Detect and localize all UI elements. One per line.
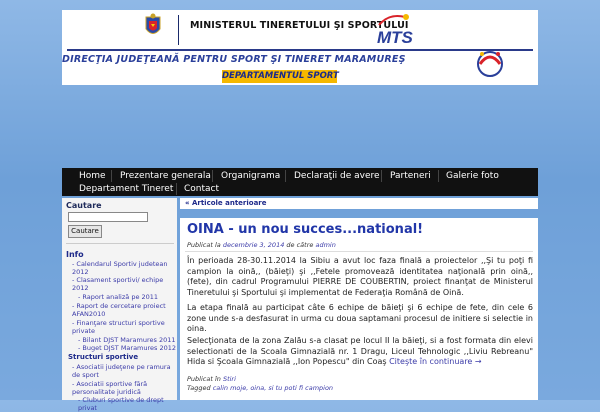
article — [180, 218, 538, 400]
article-paragraph — [187, 336, 533, 368]
search-input[interactable] — [68, 212, 148, 222]
article-category — [187, 375, 236, 383]
pagination-bar — [180, 198, 538, 209]
nav-organigrama[interactable]: Organigrama — [221, 171, 281, 181]
article-tags — [187, 384, 333, 392]
category-link[interactable]: Stiri — [222, 375, 236, 383]
nav-separator — [176, 183, 177, 195]
nav-galerie[interactable]: Galerie foto — [446, 171, 499, 181]
nav-departament-tineret[interactable]: Departament Tineret — [79, 184, 174, 194]
main-nav — [62, 168, 538, 196]
sidebar-link[interactable]: - Bilant DJST Maramures 2011 — [78, 336, 176, 344]
sidebar-link[interactable]: - Calendarul Sportiv judetean 2012 — [72, 260, 168, 276]
mts-logo — [375, 11, 413, 47]
paragraph-text: Selecţionata de la zona Zalău s-a clasat pe locul II la băieţi, si a fost formata din elevi selectionati de la Scoala Gimnazială nr. 1 Dragu, Liceul Tehnologic ,,Liviu Rebreanu" Hida si Şcoala Gimnazială ,,Ion Popescu" din Coaş — [187, 336, 533, 366]
sidebar-link[interactable]: - Raport de cercetare proiect AFAN2010 — [72, 302, 166, 318]
category-prefix: Publicat în — [187, 375, 221, 383]
sidebar-link[interactable]: - Finanţare structuri sportive private — [72, 319, 165, 335]
department-badge: DEPARTAMENTUL SPORT — [222, 71, 339, 81]
sidebar-link[interactable]: - Asociatii sportive fără personalitate juridică — [72, 380, 148, 396]
article-divider — [185, 251, 533, 252]
sidebar-divider — [66, 243, 174, 244]
sidebar-link[interactable]: - Buget DJST Maramures 2012 — [78, 344, 177, 352]
article-paragraph: În perioada 28-30.11.2014 la Sibiu a avut loc faza finală a proiectelor ,,Şi tu poţi fi campion la oină,, (băieţi) şi ,,Fetele promovează identitatea naţională prin oină,, (fete), din cadrul Programului PIERRE DE COUBERTIN, proiect finanţat de Ministerul Tineretului şi Sportului şi implementat de Federaţia Română de Oină. — [187, 256, 533, 297]
article-title[interactable]: OINA - un nou succes...national! — [187, 222, 424, 237]
svg-text:MTS: MTS — [377, 28, 413, 47]
read-more-link[interactable]: Citeşte în continuare → — [389, 357, 482, 366]
sidebar-link[interactable]: - Raport analiză pe 2011 — [78, 293, 159, 301]
sidebar-link[interactable]: - Cluburi sportive de drept privat — [78, 396, 164, 412]
nav-separator — [285, 170, 286, 182]
sidebar — [62, 198, 177, 412]
djst-logo — [472, 46, 508, 78]
nav-contact[interactable]: Contact — [184, 184, 220, 194]
tags-prefix: Tagged — [187, 384, 211, 392]
sidebar-link[interactable]: - Asociatii judeţene pe ramura de sport — [72, 363, 171, 379]
nav-separator — [212, 170, 213, 182]
search-button[interactable]: Cautare — [68, 225, 102, 238]
info-widget-title: Info — [66, 250, 84, 259]
article-date[interactable]: decembrie 3, 2014 — [222, 241, 285, 249]
search-widget-title: Cautare — [66, 201, 102, 210]
header-rule — [67, 49, 533, 51]
coat-of-arms-icon — [144, 13, 162, 39]
article-paragraph: La etapa finală au participat câte 6 echipe de băieţi şi 6 echipe de fete, din cele 6 zone unde s-a desfasurat in urma cu doua saptamani procesul de initiere si selectie in oina. — [187, 303, 533, 333]
ministry-name: MINISTERUL TINERETULUI ŞI SPORTULUI — [190, 20, 409, 31]
article-meta — [187, 241, 336, 249]
nav-parteneri[interactable]: Parteneri — [390, 171, 431, 181]
older-posts-link[interactable]: « Articole anterioare — [185, 199, 267, 207]
structures-title: Structuri sportive — [68, 353, 139, 361]
meta-by: de către — [286, 241, 314, 249]
meta-prefix: Publicat la — [187, 241, 221, 249]
nav-separator — [381, 170, 382, 182]
header-divider — [178, 15, 179, 45]
sidebar-link[interactable]: - Clasament sportivi/ echipe 2012 — [72, 276, 164, 292]
nav-declaratii[interactable]: Declaraţii de avere — [294, 171, 380, 181]
article-author[interactable]: admin — [315, 241, 336, 249]
tags-links[interactable]: calin moje, oina, si tu poti fi campion — [212, 384, 334, 392]
nav-separator — [438, 170, 439, 182]
nav-prezentare[interactable]: Prezentare generala — [120, 171, 211, 181]
nav-separator — [111, 170, 112, 182]
nav-home[interactable]: Home — [79, 171, 106, 181]
site-header: MINISTERUL TINERETULUI ŞI SPORTULUI MTS DIRECŢIA JUDEŢEANĂ PENTRU SPORT ŞI TINERET MARAMUREŞ DEPARTAMENTUL SPORT — [62, 10, 538, 85]
